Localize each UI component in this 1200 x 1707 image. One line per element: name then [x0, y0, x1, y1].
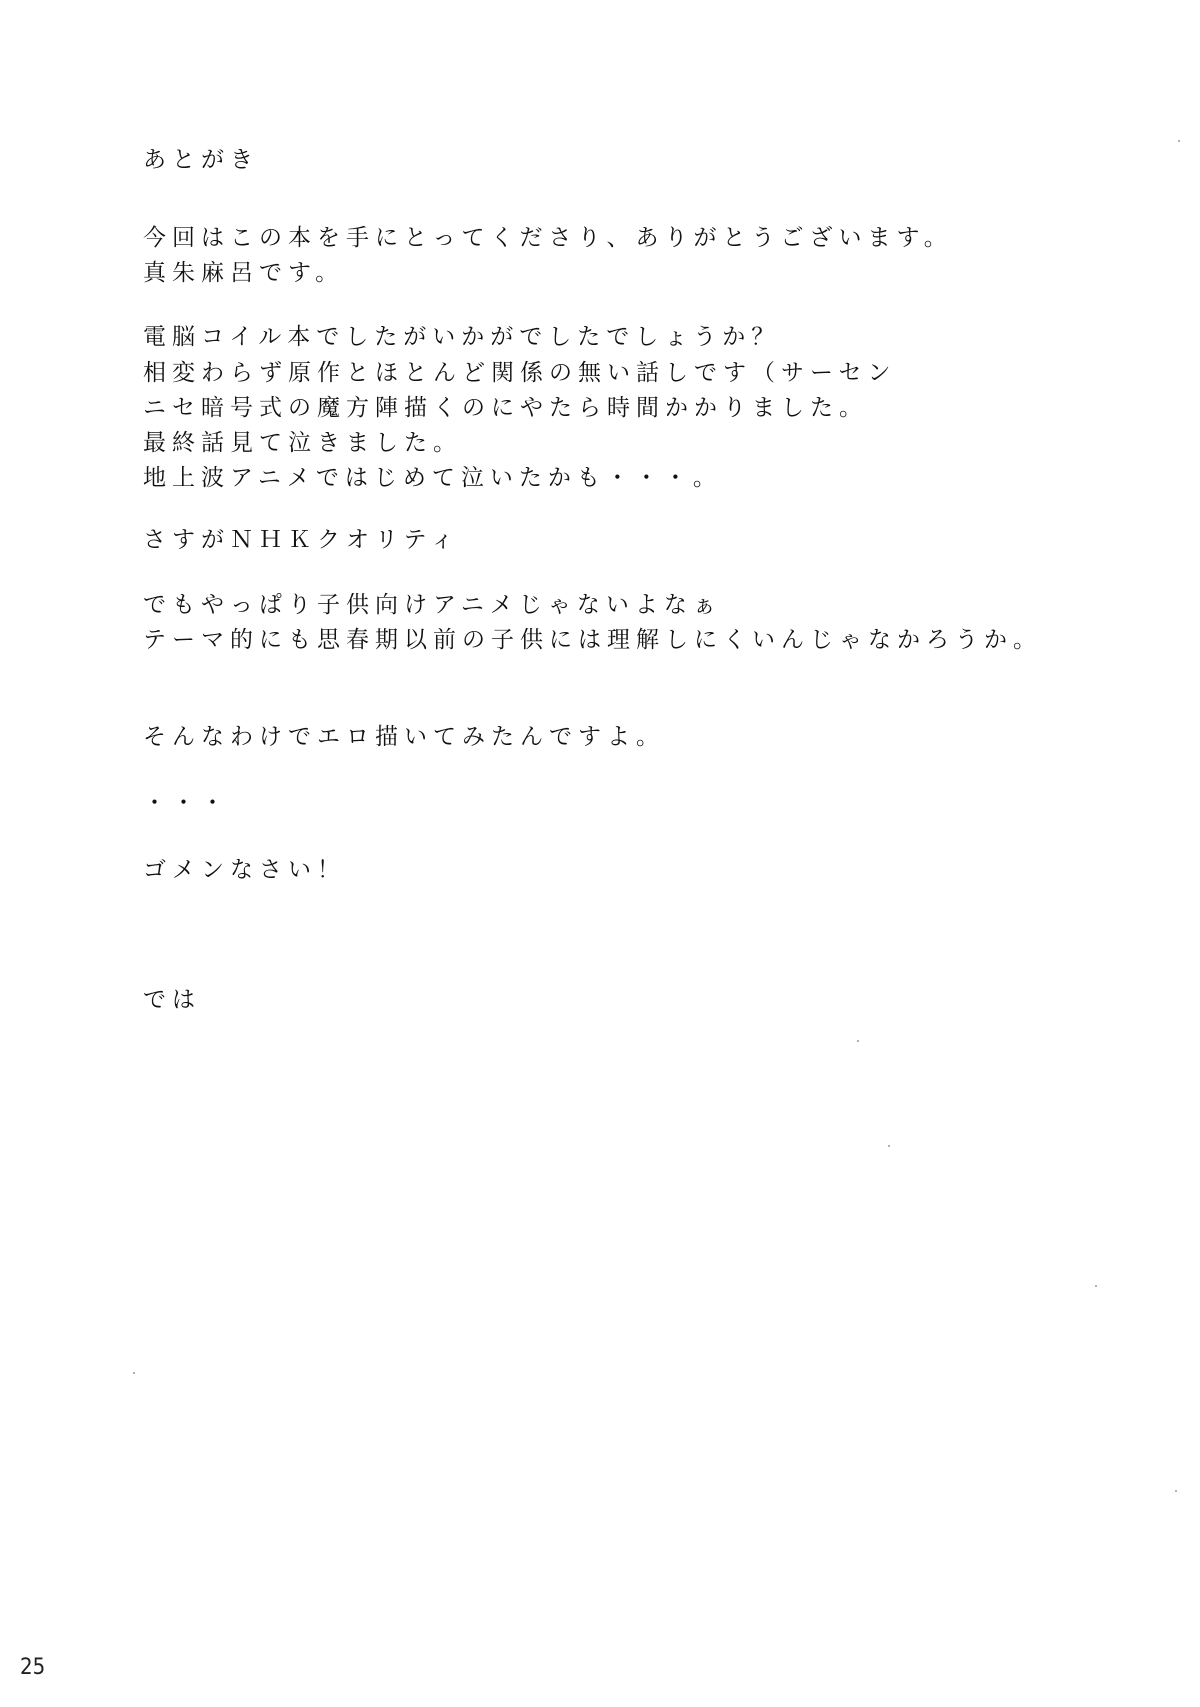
ellipsis-line: ・・・	[143, 790, 230, 816]
theme-line: テーマ的にも思春期以前の子供には理解しにくいんじゃなかろうか。	[143, 627, 1042, 653]
ero-line: そんなわけでエロ描いてみたんですよ。	[143, 724, 665, 750]
question-line: 電脳コイル本でしたがいかがでしたでしょうか？	[143, 324, 781, 350]
author-line: 真朱麻呂です。	[143, 260, 345, 286]
scan-speck	[857, 1040, 859, 1042]
signoff: では	[143, 987, 201, 1013]
kids-line: でもやっぱり子供向けアニメじゃないよなぁ	[143, 592, 722, 618]
finale-line: 最終話見て泣きました。	[143, 430, 462, 456]
relation-line: 相変わらず原作とほとんど関係の無い話しです（サーセン	[143, 360, 897, 386]
scan-speck	[888, 1145, 890, 1147]
scan-speck	[1175, 1490, 1177, 1492]
quality-line: さすがＮＨＫクオリティ	[143, 527, 460, 553]
scan-speck	[133, 1372, 135, 1374]
sorry-line: ゴメンなさい！	[143, 857, 346, 883]
anime-line: 地上波アニメではじめて泣いたかも・・・。	[143, 465, 722, 491]
afterword-heading: あとがき	[143, 147, 259, 173]
thanks-line: 今回はこの本を手にとってくださり、ありがとうございます。	[143, 225, 953, 251]
scan-speck	[1095, 1285, 1097, 1287]
page-number: 25	[20, 1655, 46, 1680]
scan-speck	[1178, 140, 1180, 142]
magic-circle-line: ニセ暗号式の魔方陣描くのにやたら時間かかりました。	[143, 395, 868, 421]
